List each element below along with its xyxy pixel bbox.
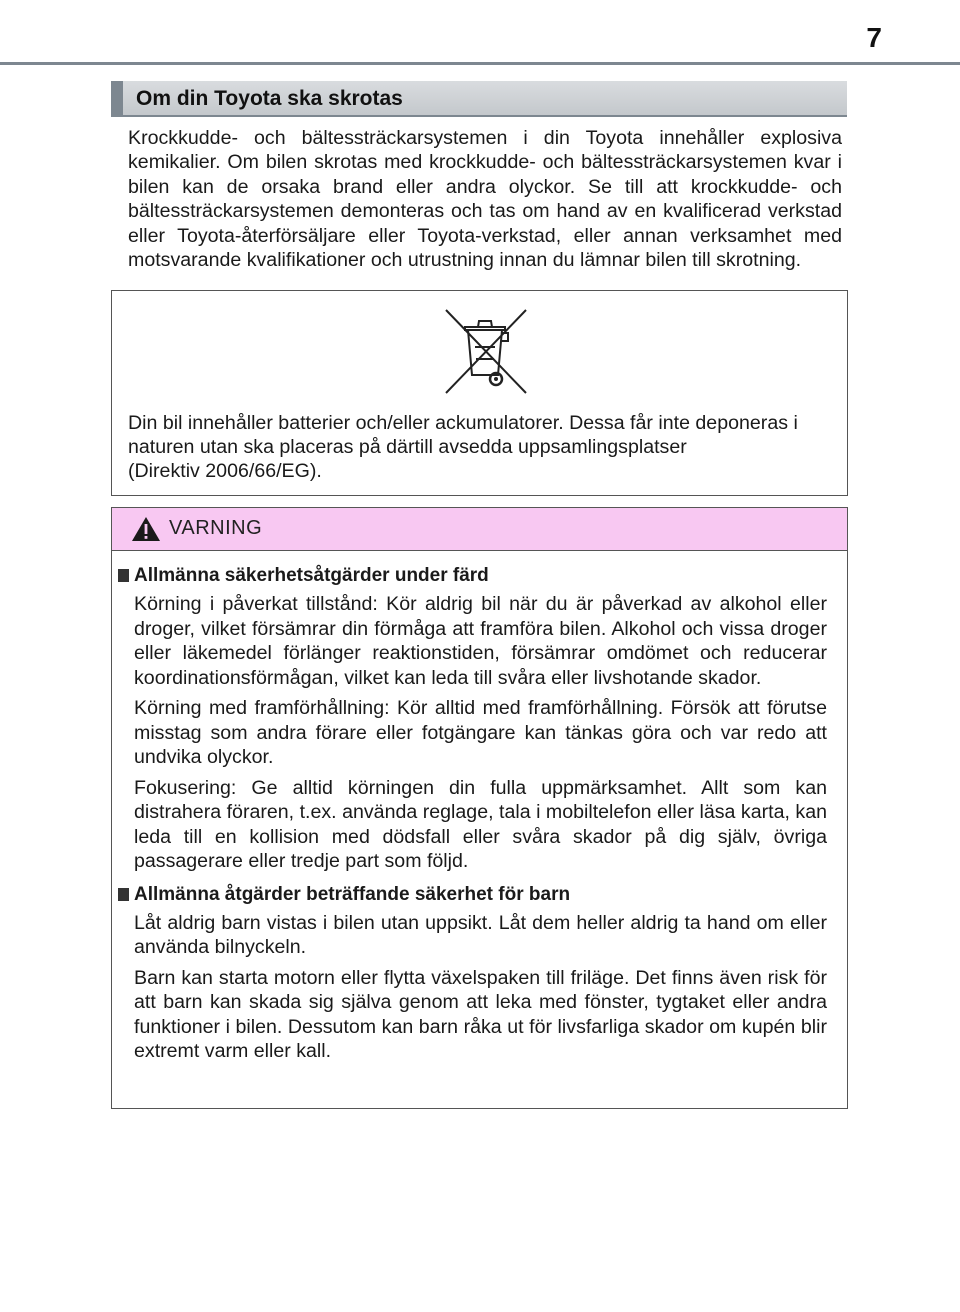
subheading-text: Allmänna säkerhetsåtgärder under färd	[134, 565, 489, 586]
warning-paragraph: Barn kan starta motorn eller flytta växelspaken till friläge. Det finns även risk för att barn kan skada sig själva genom att leka med fönster, tygtaket eller andra funktioner i bilen. Dessutom kan barn råka ut för livsfarliga skador om kupén blir extremt varm eller kall.	[134, 966, 827, 1062]
battery-notice-line: naturen utan ska placeras på därtill avsedda uppsamlingsplatser	[128, 436, 687, 458]
warning-paragraph: Låt aldrig barn vistas i bilen utan uppsikt. Låt dem heller aldrig ta hand om eller använda bilnyckeln.	[134, 911, 827, 958]
subheading-text: Allmänna åtgärder beträffande säkerhet för barn	[134, 883, 571, 905]
section-title: Om din Toyota ska skrotas	[136, 87, 403, 110]
warning-paragraph: Körning med framförhållning: Kör alltid med framförhållning. Försök att förutse misstag som andra förare eller fotgängare kan tänkas göra och var redo att undvika olyckor.	[134, 697, 827, 768]
warning-body	[112, 564, 847, 1064]
square-bullet-icon	[118, 569, 129, 582]
warning-triangle-icon	[131, 516, 161, 542]
battery-notice-box	[111, 290, 848, 496]
heading-accent-bar	[111, 81, 123, 115]
battery-notice-line: (Direktiv 2006/66/EG).	[128, 460, 322, 482]
battery-notice-line: Din bil innehåller batterier och/eller ackumulatorer. Dessa får inte deponeras i	[128, 412, 798, 434]
warning-subheading	[117, 883, 847, 907]
crossed-out-wheelie-bin-icon	[438, 303, 530, 395]
warning-header	[112, 508, 847, 551]
warning-paragraph: Körning i påverkat tillstånd: Kör aldrig bil när du är påverkad av alkohol eller droger, vilket försämrar din förmåga att framföra bilen. Alkohol och vissa droger eller läkemedel förlänger reaktionstiden, försämrar omdömet och reducerar koordinationsförmågan, vilket kan leda till svåra eller livshotande skador.	[134, 593, 827, 689]
warning-subheading	[117, 564, 847, 588]
page-number: 7	[866, 22, 882, 53]
intro-paragraph: Krockkudde- och bältessträckarsystemen i din Toyota innehåller explosiva kemikalier. Om bilen skrotas med krockkudde- och bältessträckarsystemen kvar i bilen kan de orsaka brand eller andra olyckor. Se till att krockkudde- och bältessträckarsystemen demonteras och tas om hand av en kvalificerad verkstad eller Toyota-återförsäljare eller Toyota-verkstad, eller annan verksamhet med motsvarande kvalifikationer och utrustning innan du lämnar bilen till skrotning.	[128, 127, 842, 272]
battery-notice-text	[128, 411, 844, 483]
top-divider	[0, 62, 960, 65]
warning-box	[111, 507, 848, 1109]
section-heading	[111, 81, 847, 117]
warning-label: VARNING	[169, 517, 263, 539]
square-bullet-icon	[118, 888, 129, 901]
warning-paragraph: Fokusering: Ge alltid körningen din fulla uppmärksamhet. Allt som kan distrahera föraren, t.ex. använda reglage, tala i mobiltelefon eller läsa karta, kan leda till en kollision med dödsfall eller svåra skador på dig själv, övriga passagerare eller tredje part som följd.	[134, 776, 827, 872]
